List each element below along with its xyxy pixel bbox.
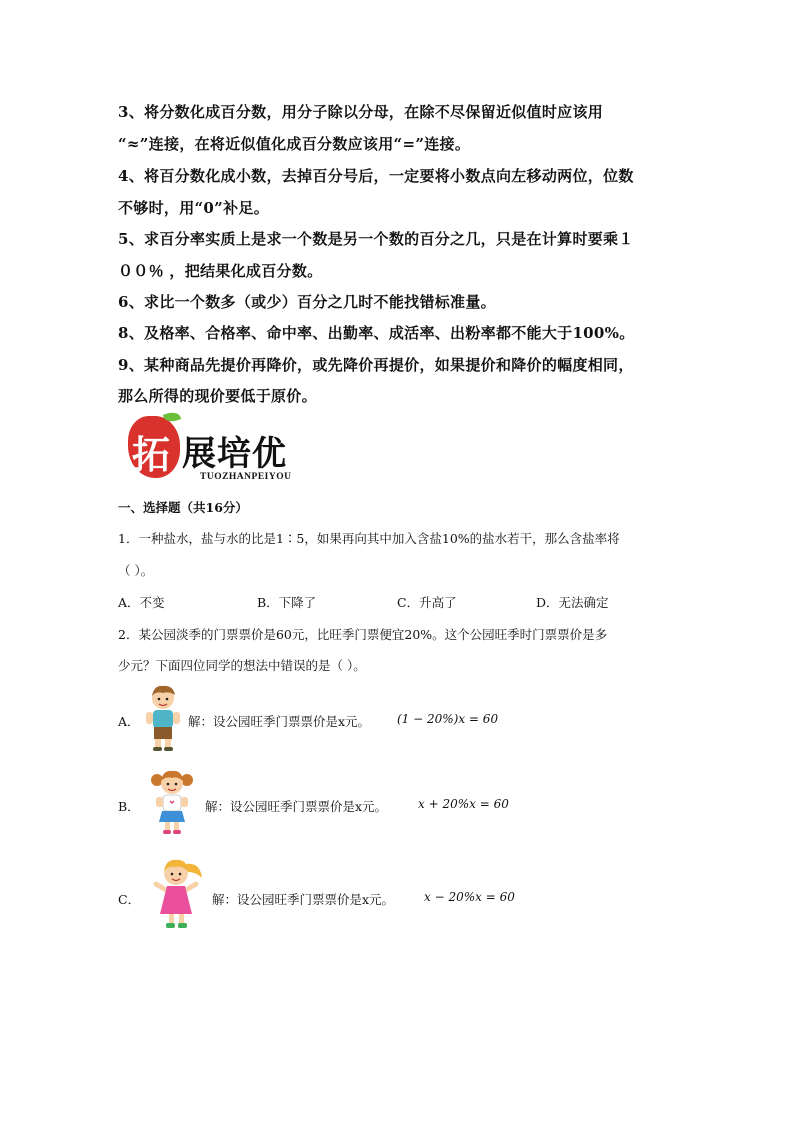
- tuozhan-peiyou-logo: [124, 412, 314, 492]
- q2-answer-b-formula: x + 20%x = 60: [418, 797, 509, 811]
- girl-pink-dress-icon: [150, 856, 206, 932]
- rule-4-line-1: 4、将百分数化成小数，去掉百分号后，一定要将小数点向左移动两位，位数: [118, 167, 634, 185]
- girl-icon: [148, 768, 196, 836]
- q1-stem-line-2: （ ）。: [118, 563, 154, 578]
- q2-answer-c-text: 解：设公园旺季门票票价是x元。: [212, 892, 395, 907]
- q2-answer-b-text: 解：设公园旺季门票票价是x元。: [205, 799, 388, 814]
- q2-stem-line-2: 少元？下面四位同学的想法中错误的是（ ）。: [118, 658, 366, 673]
- logo-first-char: 拓: [132, 433, 171, 477]
- q2-answer-a-formula: (1 − 20%)x = 60: [397, 712, 499, 726]
- q1-stem-line-1: 1．一种盐水，盐与水的比是1∶5，如果再向其中加入含盐10%的盐水若干，那么含盐率将: [118, 531, 620, 546]
- rule-3-line-1: 3、将分数化成百分数，用分子除以分母，在除不尽保留近似值时应该用: [118, 103, 604, 121]
- logo-subtitle: TUOZHANPEIYOU: [200, 472, 292, 482]
- q1-option-d: D．无法确定: [536, 595, 609, 610]
- q2-answer-b-label: B．: [118, 799, 140, 814]
- rule-3-line-2: “≈”连接，在将近似值化成百分数应该用“=”连接。: [118, 135, 471, 153]
- rule-9-line-1: 9、某种商品先提价再降价，或先降价再提价，如果提价和降价的幅度相同，: [118, 356, 634, 374]
- rule-8: 8、及格率、合格率、命中率、出勤率、成活率、出粉率都不能大于100%。: [118, 324, 635, 342]
- q2-answer-c-formula: x − 20%x = 60: [424, 890, 515, 904]
- boy-icon: [142, 684, 184, 752]
- rule-4-line-2: 不够时，用“0”补足。: [118, 199, 269, 217]
- rule-5-line-2: ００％ ，把结果化成百分数。: [118, 262, 323, 280]
- q1-option-b: B．下降了: [257, 595, 317, 610]
- q1-option-c: C．升高了: [397, 595, 457, 610]
- rule-5-line-1: 5、求百分率实质上是求一个数是另一个数的百分之几，只是在计算时要乘１: [118, 230, 634, 248]
- rule-6: 6、求比一个数多（或少）百分之几时不能找错标准量。: [118, 293, 496, 311]
- q2-answer-c-label: C．: [118, 892, 141, 907]
- rule-9-line-2: 那么所得的现价要低于原价。: [118, 387, 317, 405]
- q2-answer-a-label: A．: [118, 714, 140, 729]
- q1-option-a: A．不变: [118, 595, 165, 610]
- logo-chars: 展培优: [182, 434, 287, 474]
- section-title: 一、选择题（共16分）: [118, 500, 248, 515]
- q2-stem-line-1: 2．某公园淡季的门票票价是60元，比旺季门票便宜20%。这个公园旺季时门票票价是多: [118, 627, 608, 642]
- q2-answer-a-text: 解：设公园旺季门票票价是x元。: [188, 714, 371, 729]
